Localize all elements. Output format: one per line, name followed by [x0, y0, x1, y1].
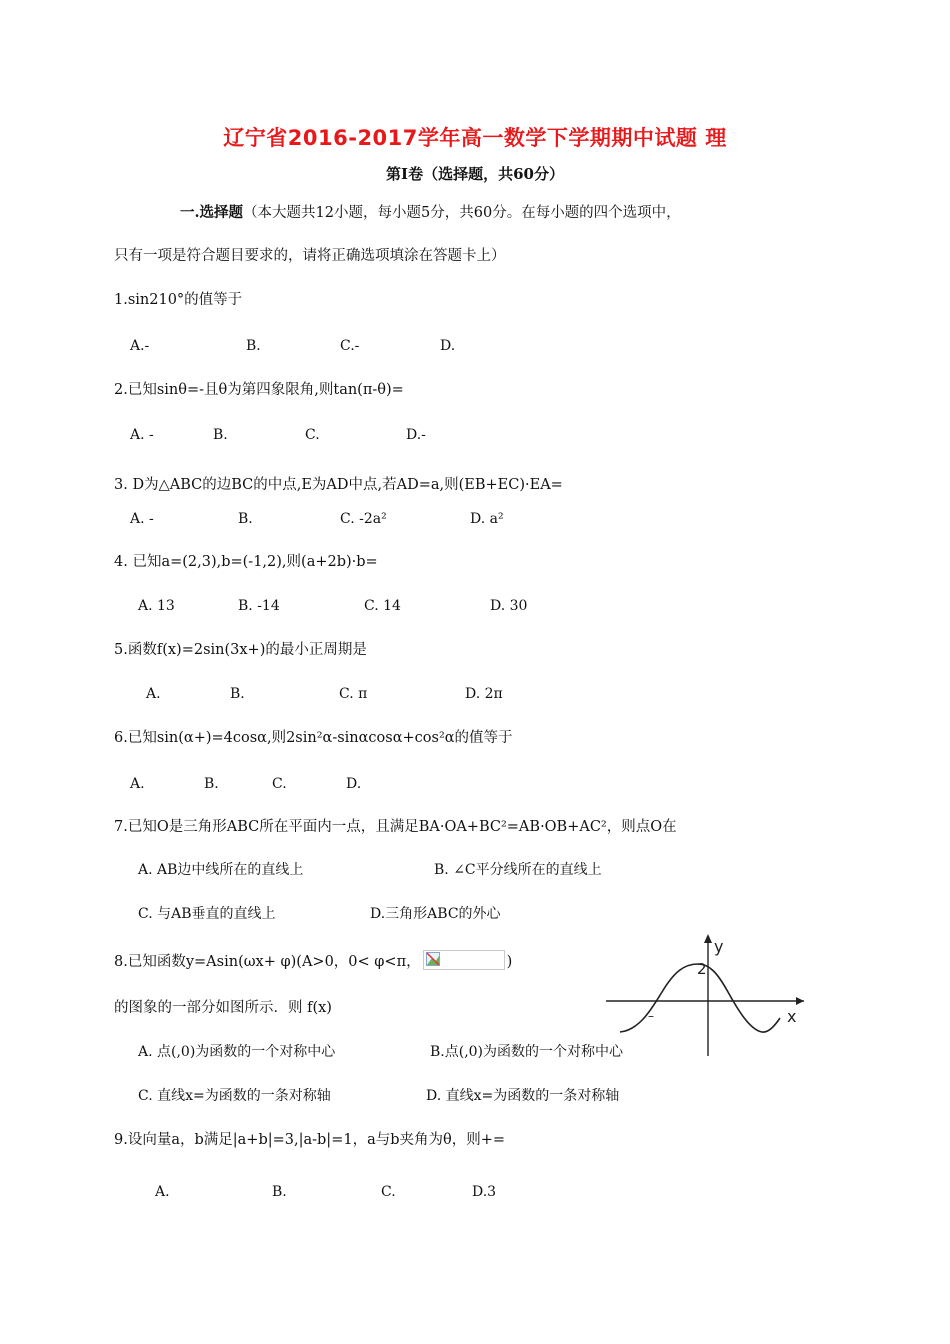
q4-option-a: A. 13 [138, 598, 175, 614]
question-1-stem: 1.sin210°的值等于 [114, 292, 243, 308]
q9-option-a: A. [155, 1184, 170, 1200]
q6-option-d: D. [346, 776, 362, 792]
peak-label: 2 [697, 960, 707, 978]
q6-option-b: B. [204, 776, 219, 792]
question-5-stem: 5.函数f(x)=2sin(3x+)的最小正周期是 [114, 642, 367, 658]
q3-option-b: B. [238, 511, 253, 527]
q5-option-b: B. [230, 686, 245, 702]
broken-image-icon [426, 952, 440, 966]
section-intro-text: （本大题共12小题，每小题5分，共60分。在每小题的四个选项中， [243, 205, 681, 221]
q1-option-c: C.- [340, 338, 360, 354]
question-7-stem: 7.已知O是三角形ABC所在平面内一点，且满足BA·OA+BC²=AB·OB+AC²，则点O在 [114, 819, 677, 835]
q1-option-a: A.- [130, 338, 150, 354]
q4-option-b: B. -14 [238, 598, 280, 614]
q8-option-a: A. 点(,0)为函数的一个对称中心 [138, 1044, 336, 1060]
page-title: 辽宁省2016-2017学年高一数学下学期期中试题 理 [223, 126, 727, 150]
q1-option-b: B. [246, 338, 261, 354]
sine-graph [600, 930, 812, 1060]
q7-option-a: A. AB边中线所在的直线上 [138, 862, 304, 878]
question-3-stem: 3. D为△ABC的边BC的中点,E为AD中点,若AD=a,则(EB+EC)·EA= [114, 477, 563, 493]
section-intro-line1 [180, 203, 681, 223]
q3-option-a: A. - [130, 511, 154, 527]
question-9-stem: 9.设向量a，b满足|a+b|=3,|a-b|=1，a与b夹角为θ，则+= [114, 1132, 506, 1148]
q5-option-d: D. 2π [465, 686, 503, 702]
q2-option-b: B. [213, 427, 228, 443]
q2-option-c: C. [305, 427, 320, 443]
q3-option-c: C. -2a² [340, 511, 387, 527]
question-4-stem: 4. 已知a=(2,3),b=(-1,2),则(a+2b)·b= [114, 554, 378, 570]
q8-stem-after: ) [506, 954, 513, 970]
q7-option-b: B. ∠C平分线所在的直线上 [434, 862, 602, 878]
question-6-stem: 6.已知sin(α+)=4cosα,则2sin²α-sinαcosα+cos²α的值等于 [114, 730, 513, 746]
question-8-stem [114, 950, 512, 972]
section-label: 一.选择题 [180, 204, 244, 221]
q8-stem-before: 8.已知函数y=Asin(ωx+ φ)(A>0，0< φ<π， [114, 954, 421, 970]
negative-tick-label: – [648, 1009, 654, 1023]
q2-option-d: D.- [406, 427, 426, 443]
question-2-stem: 2.已知sinθ=-且θ为第四象限角,则tan(π-θ)= [114, 382, 404, 398]
q8-option-d: D. 直线x=为函数的一条对称轴 [426, 1088, 620, 1104]
q8-option-b: B.点(,0)为函数的一个对称中心 [430, 1044, 624, 1060]
q9-option-d: D.3 [472, 1184, 497, 1200]
section-intro-line2: 只有一项是符合题目要求的，请将正确选项填涂在答题卡上） [114, 248, 506, 264]
q3-option-d: D. a² [470, 511, 504, 527]
q4-option-d: D. 30 [490, 598, 528, 614]
q6-option-c: C. [272, 776, 287, 792]
q1-option-d: D. [440, 338, 456, 354]
q2-option-a: A. - [130, 427, 154, 443]
q8-option-c: C. 直线x=为函数的一条对称轴 [138, 1088, 331, 1104]
broken-image-placeholder [423, 950, 505, 970]
q5-option-c: C. π [339, 686, 368, 702]
q9-option-b: B. [272, 1184, 287, 1200]
q6-option-a: A. [130, 776, 145, 792]
x-axis-arrow [796, 997, 804, 1005]
q5-option-a: A. [146, 686, 161, 702]
section-subtitle: 第Ⅰ卷（选择题，共60分） [386, 165, 564, 183]
x-axis-label: x [787, 1007, 797, 1026]
q7-option-d: D.三角形ABC的外心 [370, 906, 501, 922]
y-axis-arrow [704, 934, 712, 943]
q7-option-c: C. 与AB垂直的直线上 [138, 906, 276, 922]
q9-option-c: C. [381, 1184, 396, 1200]
q4-option-c: C. 14 [364, 598, 401, 614]
y-axis-label: y [714, 937, 724, 956]
question-8-stem-line2: 的图象的一部分如图所示．则 f(x) [114, 1000, 332, 1016]
